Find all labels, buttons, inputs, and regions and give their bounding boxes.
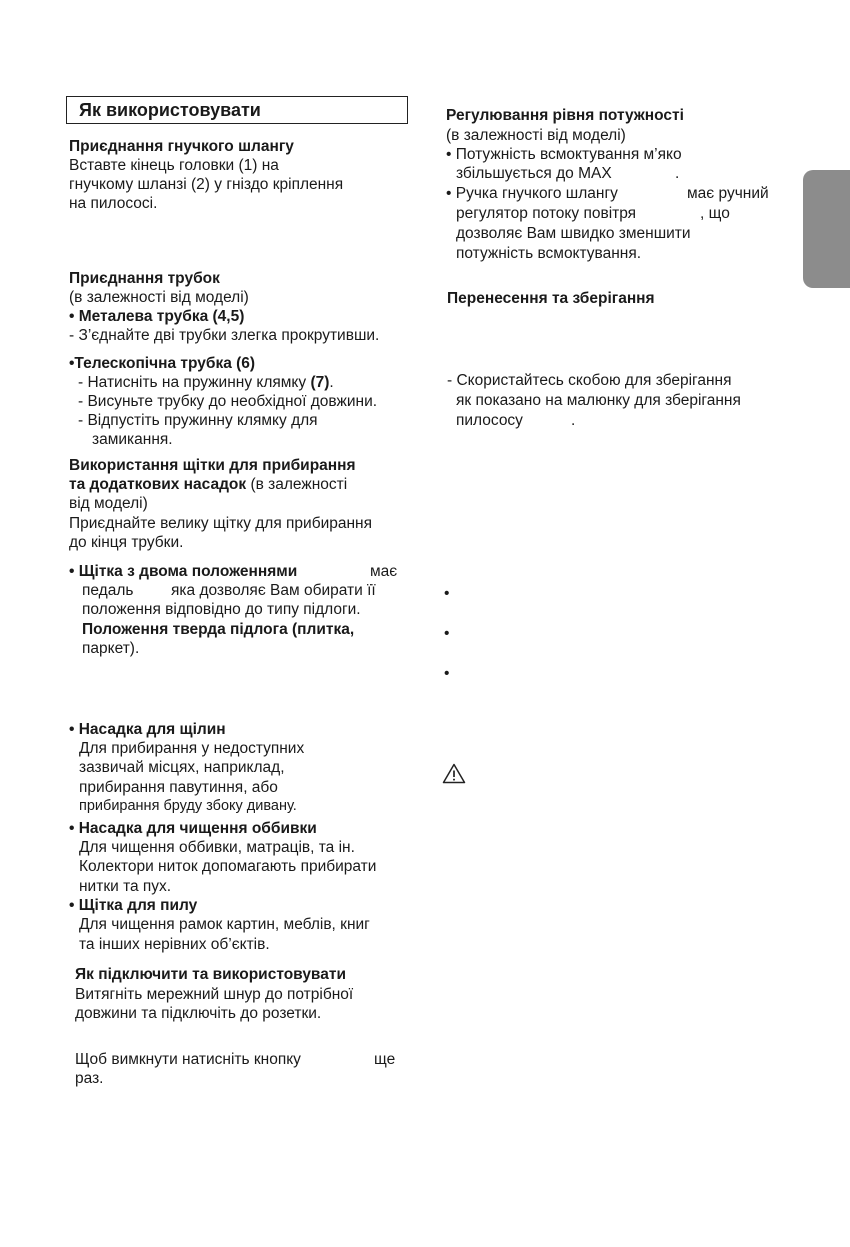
switch-off-text: ще bbox=[374, 1051, 396, 1068]
crevice-tool-text: зазвичай місцях, наприклад, bbox=[79, 759, 285, 776]
metal-tube-title: • Металева трубка (4,5) bbox=[69, 308, 245, 325]
tubes-heading: Приєднання трубок bbox=[69, 270, 220, 287]
brushes-heading-line2: та додаткових насадок (в залежності bbox=[69, 476, 348, 493]
tele-tube-step: - Відпустіть пружинну клямку для bbox=[78, 412, 318, 429]
dust-brush-text: та інших нерівних об’єктів. bbox=[79, 936, 270, 953]
brushes-text: до кінця трубки. bbox=[69, 534, 184, 551]
crevice-tool-text: прибирання павутиння, або bbox=[79, 779, 278, 796]
brushes-heading: Використання щітки для прибирання bbox=[69, 457, 356, 474]
power-text: дозволяє Вам швидко зменшити bbox=[456, 225, 691, 242]
page-title: Як використовувати bbox=[79, 100, 261, 120]
power-sub: (в залежності від моделі) bbox=[446, 127, 626, 144]
language-tab bbox=[803, 170, 850, 288]
power-text: . bbox=[675, 165, 680, 182]
hose-heading: Приєднання гнучкого шлангу bbox=[69, 138, 294, 155]
connect-text: довжини та підключіть до розетки. bbox=[75, 1005, 322, 1022]
power-heading: Регулювання рівня потужності bbox=[446, 107, 684, 124]
brushes-text: Приєднайте велику щітку для прибирання bbox=[69, 515, 372, 532]
two-position-brush-hard-floor: Положення тверда підлога (плитка, bbox=[82, 621, 355, 638]
connect-text: Витягніть мережний шнур до потрібної bbox=[75, 986, 354, 1003]
switch-off-text: раз. bbox=[75, 1070, 104, 1087]
upholstery-tool-title: • Насадка для чищення оббивки bbox=[69, 820, 317, 837]
storage-text: пилососу bbox=[456, 412, 523, 429]
power-text: регулятор потоку повітря bbox=[456, 205, 637, 222]
tele-tube-step: - Натисніть на пружинну клямку (7). bbox=[78, 374, 334, 391]
storage-text: - Скористайтесь скобою для зберігання bbox=[447, 372, 732, 389]
hose-text-line: гнучкому шланзі (2) у гніздо кріплення bbox=[69, 176, 344, 193]
tele-tube-step: - Висуньте трубку до необхідної довжини. bbox=[78, 393, 378, 410]
metal-tube-text: - З’єднайте дві трубки злегка прокрутивши. bbox=[69, 327, 380, 344]
power-text: збільшується до MAX bbox=[456, 165, 612, 182]
empty-bullet: • bbox=[444, 665, 450, 682]
upholstery-tool-text: Для чищення оббивки, матраців, та ін. bbox=[79, 839, 355, 856]
two-position-brush-has: має bbox=[370, 563, 398, 580]
upholstery-tool-text: нитки та пух. bbox=[79, 878, 172, 895]
section-title-box bbox=[66, 96, 408, 124]
two-position-brush-text: педаль bbox=[82, 582, 134, 599]
dust-brush-title: • Щітка для пилу bbox=[69, 897, 198, 914]
storage-text: як показано на малюнку для зберігання bbox=[456, 392, 741, 409]
hose-text-line: на пилососі. bbox=[69, 195, 158, 212]
warning-icon bbox=[442, 763, 466, 784]
power-text: потужність всмоктування. bbox=[456, 245, 642, 262]
switch-off-text: Щоб вимкнути натисніть кнопку bbox=[75, 1051, 301, 1068]
power-text: має ручний bbox=[687, 185, 769, 202]
two-position-brush-title: • Щітка з двома положеннями bbox=[69, 563, 298, 580]
crevice-tool-text: прибирання бруду збоку дивану. bbox=[79, 798, 297, 814]
hose-text-line: Вставте кінець головки (1) на bbox=[69, 157, 279, 174]
dust-brush-text: Для чищення рамок картин, меблів, книг bbox=[79, 916, 370, 933]
empty-bullet: • bbox=[444, 625, 450, 642]
crevice-tool-text: Для прибирання у недоступних bbox=[79, 740, 305, 757]
empty-bullet: • bbox=[444, 585, 450, 602]
tele-tube-step: замикання. bbox=[92, 431, 173, 448]
tele-tube-title: •Телескопічна трубка (6) bbox=[69, 355, 256, 372]
tubes-sub: (в залежності від моделі) bbox=[69, 289, 249, 306]
crevice-tool-title: • Насадка для щілин bbox=[69, 721, 226, 738]
power-text: • Ручка гнучкого шлангу bbox=[446, 185, 618, 202]
two-position-brush-text: яка дозволяє Вам обирати її bbox=[171, 582, 376, 599]
storage-heading: Перенесення та зберігання bbox=[447, 290, 655, 307]
power-text: , що bbox=[700, 205, 730, 222]
two-position-brush-text: паркет). bbox=[82, 640, 140, 657]
two-position-brush-text: положення відповідно до типу підлоги. bbox=[82, 601, 361, 618]
brushes-text: від моделі) bbox=[69, 495, 148, 512]
connect-heading: Як підключити та використовувати bbox=[75, 966, 347, 983]
upholstery-tool-text: Колектори ниток допомагають прибирати bbox=[79, 858, 377, 875]
power-text: • Потужність всмоктування м’яко bbox=[446, 146, 682, 163]
storage-text: . bbox=[571, 412, 576, 429]
